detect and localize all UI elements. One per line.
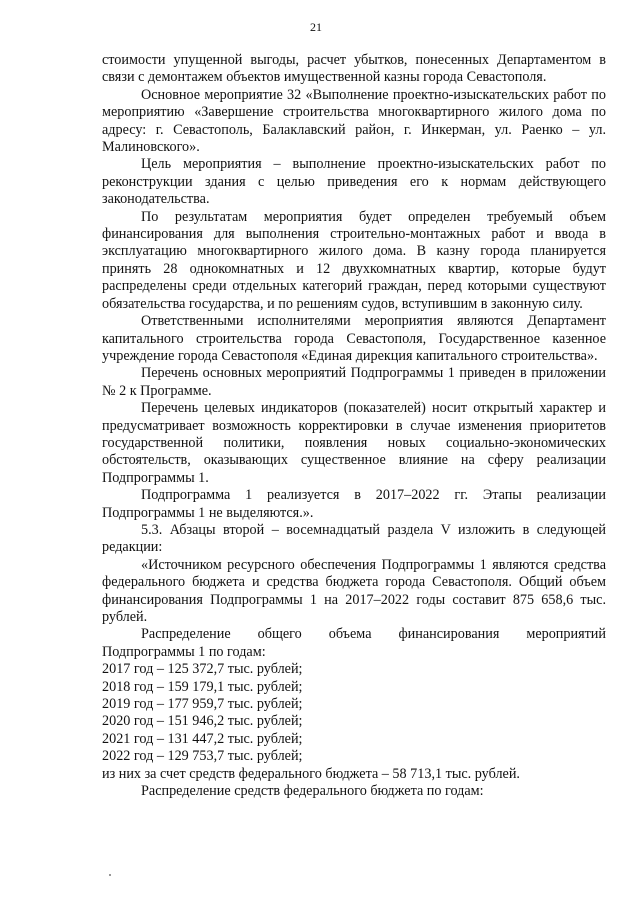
paragraph-funding-source: «Источником ресурсного обеспечения Подпрограммы 1 являются средства федерального бюджета и средства бюджета города Севастополя. Общий объем финансирования Подпрограммы 1 на 2017–2022 годы составит 875 658,6 тыс. рублей. bbox=[102, 556, 606, 625]
page-number: 21 bbox=[310, 20, 322, 34]
year-amount-item: 2017 год – 125 372,7 тыс. рублей; bbox=[102, 661, 303, 678]
distribution-word: мероприятий bbox=[526, 626, 606, 643]
paragraph-federal-distribution-heading: Распределение средств федерального бюджета по годам: bbox=[141, 783, 484, 800]
document-body bbox=[102, 52, 606, 800]
year-amount-item: 2019 год – 177 959,7 тыс. рублей; bbox=[102, 696, 303, 713]
year-amount-list bbox=[102, 661, 606, 765]
paragraph-distribution-heading-tail: Подпрограммы 1 по годам: bbox=[102, 643, 266, 660]
year-amount-item: 2022 год – 129 753,7 тыс. рублей; bbox=[102, 748, 303, 765]
paragraph-responsible-executors: Ответственными исполнителями мероприятия являются Департамент капитального строительства города Севастополя, Государственное казенное учреждение города Севастополя «Единая дирекция капитального строительства». bbox=[102, 313, 606, 364]
paragraph-lost-profit: стоимости упущенной выгоды, расчет убытков, понесенных Департаментом в связи с демонтажем объектов имущественной казны города Севастополя. bbox=[102, 52, 606, 86]
year-amount-item: 2018 год – 159 179,1 тыс. рублей; bbox=[102, 678, 303, 695]
year-amount-item: 2020 год – 151 946,2 тыс. рублей; bbox=[102, 713, 303, 730]
distribution-word: общего bbox=[257, 626, 302, 643]
paragraph-implementation-period: Подпрограмма 1 реализуется в 2017–2022 гг. Этапы реализации Подпрограммы 1 не выделяются.». bbox=[102, 487, 606, 521]
paragraph-event-results: По результатам мероприятия будет определен требуемый объем финансирования для выполнения строительно-монтажных работ и ввода в эксплуатацию многоквартирного жилого дома. В казну города планируется принять 28 однокомнатных и 12 двухкомнатных квартир, которые будут распределены среди отдельных категорий граждан, перед которыми существуют обязательства государства, и по решениям судов, вступившим в законную силу. bbox=[102, 208, 606, 312]
paragraph-federal-budget-total: из них за счет средств федерального бюджета – 58 713,1 тыс. рублей. bbox=[102, 765, 520, 782]
distribution-word: объема bbox=[328, 626, 372, 643]
paragraph-distribution-heading-line bbox=[102, 626, 606, 643]
distribution-word: Распределение bbox=[141, 626, 231, 643]
paragraph-target-indicators: Перечень целевых индикаторов (показателей) носит открытый характер и предусматривает возможность корректировки в случае изменения приоритетов государственной политики, появления новых социально-экономических обстоятельств, оказывающих существенное влияние на сферу реализации Подпрограммы 1. bbox=[102, 400, 606, 486]
scan-dot-mark bbox=[109, 874, 111, 876]
paragraph-main-event-32: Основное мероприятие 32 «Выполнение проектно-изыскательских работ по мероприятию «Завершение строительства многоквартирного жилого дома по адресу: г. Севастополь, Балаклавский район, г. Инкерман, ул. Раенко – ул. Малиновского». bbox=[102, 86, 606, 156]
paragraph-events-list: Перечень основных мероприятий Подпрограммы 1 приведен в приложении № 2 к Программе. bbox=[102, 365, 606, 399]
distribution-word: финансирования bbox=[398, 626, 500, 643]
paragraph-section-amendment: 5.3. Абзацы второй – восемнадцатый раздела V изложить в следующей редакции: bbox=[102, 521, 606, 556]
paragraph-event-goal: Цель мероприятия – выполнение проектно-изыскательских работ по реконструкции здания с целью приведения его к нормам действующего законодательства. bbox=[102, 156, 606, 208]
year-amount-item: 2021 год – 131 447,2 тыс. рублей; bbox=[102, 730, 303, 747]
